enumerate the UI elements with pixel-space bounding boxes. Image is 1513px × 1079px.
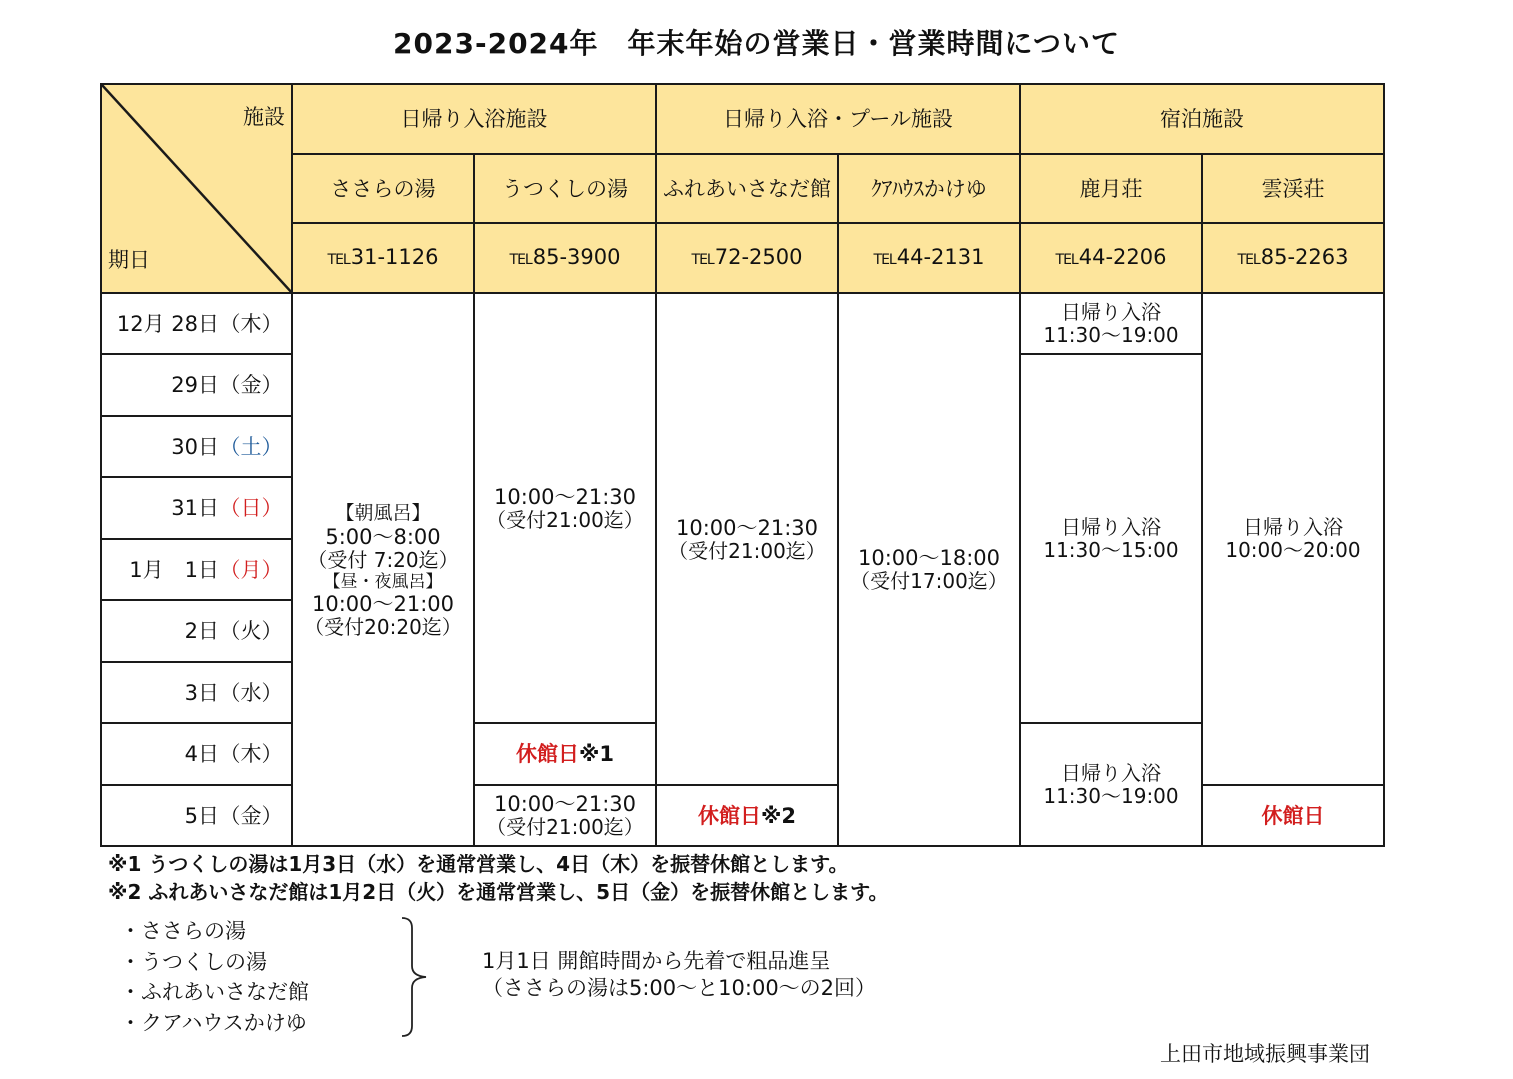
tel-number: 72-2500 <box>714 244 803 269</box>
rokugetsu-hours-c <box>1020 723 1202 846</box>
facility-utsukushi: うつくしの湯 <box>474 154 656 223</box>
rokugetsu-type: 日帰り入浴 <box>1061 514 1161 539</box>
tel-unkei <box>1202 223 1384 293</box>
facility-axis-label: 施設 <box>243 105 285 129</box>
weekday-text: （水） <box>219 680 283 705</box>
date-cell <box>101 477 292 539</box>
rokugetsu-hours-a <box>1020 293 1202 354</box>
list-item: ・ふれあいさなだ館 <box>120 980 309 1004</box>
kakeyu-reception: （受付17:00迄） <box>850 569 1008 593</box>
tel-number: 44-2206 <box>1078 244 1167 269</box>
date-cell <box>101 293 292 354</box>
footnote-mark: ※1 <box>578 742 615 766</box>
closed-label: 休館日 <box>515 742 579 766</box>
unkei-time: 10:00～20:00 <box>1225 538 1361 562</box>
tel-prefix: TEL <box>327 251 350 268</box>
utsukushi-hours <box>474 293 656 723</box>
weekday-text: （日） <box>219 496 283 520</box>
organization-name: 上田市地域振興事業団 <box>1160 1042 1370 1066</box>
gift-notice <box>482 948 876 1002</box>
facility-unkei: 雲渓荘 <box>1202 154 1384 223</box>
list-item: ・うつくしの湯 <box>120 949 267 974</box>
footnote-1: ※1 うつくしの湯は1月3日（水）を通常営業し、4日（木）を振替休館とします。 <box>108 852 849 876</box>
sasara-line: （受付20:20迄） <box>304 614 462 639</box>
date-text: 4日 <box>184 742 219 766</box>
date-text: 12月 28日 <box>116 311 219 336</box>
rokugetsu-time: 11:30～19:00 <box>1043 783 1179 808</box>
tel-prefix: TEL <box>1055 251 1078 268</box>
sasara-line: （受付 7:20迄） <box>307 547 459 572</box>
tel-number: 85-3900 <box>532 244 621 269</box>
utsukushi-closed <box>474 723 656 785</box>
tel-prefix: TEL <box>1237 251 1260 268</box>
rokugetsu-time: 11:30～19:00 <box>1043 322 1179 347</box>
date-cell <box>101 416 292 477</box>
facility-sasara: ささらの湯 <box>292 154 474 223</box>
utsukushi-reception: （受付21:00迄） <box>486 815 644 839</box>
facility-rokugetsu: 鹿月荘 <box>1020 154 1202 223</box>
group-lodging: 宿泊施設 <box>1020 84 1384 154</box>
tel-sasara <box>292 223 474 293</box>
date-cell <box>101 354 292 416</box>
tel-rokugetsu <box>1020 223 1202 293</box>
date-text: 30日 <box>171 434 219 459</box>
utsukushi-reception: （受付21:00迄） <box>486 507 644 532</box>
group-day-bath: 日帰り入浴施設 <box>292 84 656 154</box>
sasara-line: 10:00～21:00 <box>311 591 455 616</box>
right-brace-icon <box>400 916 430 1038</box>
gift-line: 1月1日 開館時間から先着で粗品進呈 <box>482 949 831 973</box>
tel-prefix: TEL <box>509 251 532 268</box>
tel-fureai <box>656 223 838 293</box>
fureai-closed <box>656 785 838 846</box>
fureai-time: 10:00～21:30 <box>675 515 819 540</box>
utsukushi-time: 10:00～21:30 <box>493 792 637 816</box>
date-cell <box>101 723 292 785</box>
tel-prefix: TEL <box>873 251 896 268</box>
date-text: 3日 <box>184 680 219 705</box>
weekday-text: （月） <box>219 557 283 582</box>
tel-number: 44-2131 <box>896 244 985 269</box>
date-cell <box>101 539 292 600</box>
footnote-mark: ※2 <box>760 803 797 828</box>
weekday-text: （木） <box>219 311 283 336</box>
date-text: 2日 <box>184 619 219 643</box>
tel-number: 85-2263 <box>1260 244 1349 269</box>
date-cell <box>101 662 292 723</box>
list-item: ・ささらの湯 <box>120 919 246 943</box>
schedule-table <box>100 83 1385 847</box>
closed-label: 休館日 <box>1261 803 1325 828</box>
list-item: ・クアハウスかけゆ <box>120 1010 307 1035</box>
date-text: 1月 1日 <box>129 557 219 582</box>
header-corner <box>101 84 292 293</box>
footnote-2: ※2 ふれあいさなだ館は1月2日（火）を通常営業し、5日（金）を振替休館とします。 <box>108 880 889 904</box>
rokugetsu-type: 日帰り入浴 <box>1061 760 1161 785</box>
page-title: 2023-2024年 年末年始の営業日・営業時間について <box>393 27 1120 60</box>
utsukushi-hours-last <box>474 785 656 846</box>
weekday-text: （火） <box>219 619 283 643</box>
utsukushi-time: 10:00～21:30 <box>493 484 637 509</box>
date-axis-label: 期日 <box>108 248 150 272</box>
weekday-text: （木） <box>219 742 283 766</box>
weekday-text: （金） <box>219 803 283 828</box>
closed-label: 休館日 <box>697 803 761 828</box>
unkei-closed <box>1202 785 1384 846</box>
tel-kakeyu <box>838 223 1020 293</box>
fureai-hours <box>656 293 838 785</box>
rokugetsu-type: 日帰り入浴 <box>1061 299 1161 324</box>
facility-fureai: ふれあいさなだ館 <box>656 154 838 223</box>
rokugetsu-hours-b <box>1020 354 1202 723</box>
unkei-type: 日帰り入浴 <box>1243 515 1343 539</box>
tel-prefix: TEL <box>691 251 714 268</box>
date-text: 5日 <box>184 803 219 828</box>
tel-number: 31-1126 <box>350 244 439 269</box>
group-bath-pool: 日帰り入浴・プール施設 <box>656 84 1020 154</box>
date-cell <box>101 600 292 662</box>
weekday-text: （土） <box>219 434 283 459</box>
sasara-line: 5:00～8:00 <box>325 524 441 549</box>
kakeyu-time: 10:00～18:00 <box>857 546 1001 570</box>
tel-utsukushi <box>474 223 656 293</box>
weekday-text: （金） <box>219 373 283 397</box>
gift-line: （ささらの湯は5:00～と10:00～の2回） <box>482 976 877 1000</box>
fureai-reception: （受付21:00迄） <box>668 538 826 563</box>
kakeyu-hours <box>838 293 1020 846</box>
sasara-line: 【昼・夜風呂】 <box>323 571 443 592</box>
rokugetsu-time: 11:30～15:00 <box>1043 537 1179 562</box>
date-text: 29日 <box>171 373 219 397</box>
unkei-hours <box>1202 293 1384 785</box>
facility-kakeyu: ｸｱﾊｳｽかけゆ <box>838 154 1020 223</box>
sasara-hours <box>292 293 474 846</box>
facility-list <box>120 916 309 1038</box>
date-cell <box>101 785 292 846</box>
sasara-line: 【朝風呂】 <box>335 501 431 524</box>
date-text: 31日 <box>171 496 219 520</box>
